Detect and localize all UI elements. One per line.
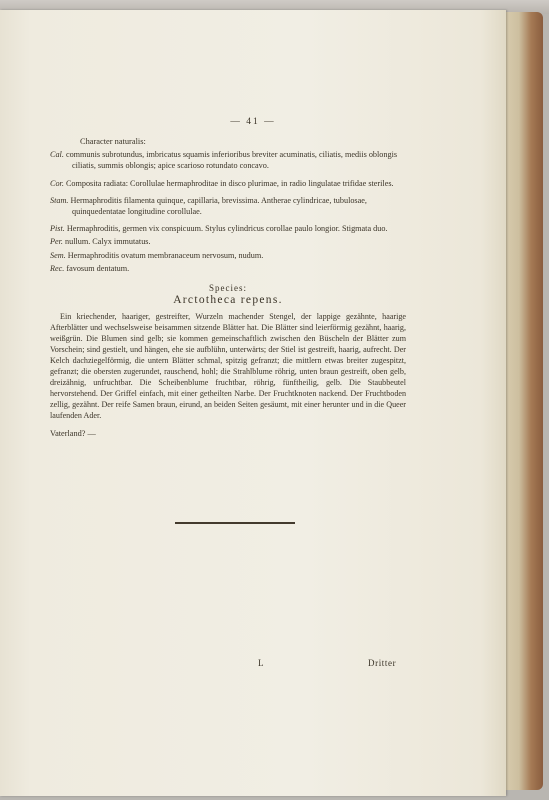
page-content <box>50 110 406 439</box>
character-calyx <box>50 149 406 171</box>
entry-label: Cor. <box>50 178 64 188</box>
character-pericarpium <box>50 236 406 247</box>
character-header: Character naturalis: <box>80 137 146 146</box>
entry-text: favosum dentatum. <box>66 263 130 273</box>
entry-text: nullum. Calyx immutatus. <box>65 237 151 247</box>
entry-label: Sem. <box>50 250 66 260</box>
entry-text: Composita radiata: Corollulae hermaphroditae in disco plurimae, in radio lingulatae trifidae steriles. <box>65 178 394 188</box>
section-rule <box>175 522 295 524</box>
character-receptaculum <box>50 263 406 274</box>
character-corolla <box>50 178 406 189</box>
entry-label: Pist. <box>50 224 65 234</box>
signature-mark: L <box>258 658 264 668</box>
character-semen <box>50 250 406 261</box>
entry-text: communis subrotundus, imbricatus squamis inferioribus breviter acuminatis, ciliatis, mediis oblongis ciliatis, summis oblongis; apice scarioso rotundato concavo. <box>65 150 398 171</box>
character-pistillum <box>50 223 406 234</box>
vaterland-line: Vaterland? — <box>50 428 96 438</box>
entry-label: Rec. <box>50 263 65 273</box>
species-name: Arctotheca repens. <box>173 294 283 307</box>
entry-label: Stam. <box>50 195 69 205</box>
entry-text: Hermaphroditis ovatum membranaceum nervosum, nudum. <box>67 250 264 260</box>
species-description: Ein kriechender, haariger, gestreifter, Wurzeln machender Stengel, der lappige gezähnte, haarige Afterblätter und wechselsweise beisammen sitzende Blätter hat. Die Blätter sind leierförmig gezähnt, haarig, weißgrün. Die Blumen sind gelb; sie kommen gemeinschaftlich zwischen den Büscheln der Blätter zum Vorschein; sind gestielt, und hängen, ehe sie aufblühn, unterwärts; der Stiel ist gestreift, haarig, aufrecht. Der Kelch dachziegelförmig, die untern Blätter schmal, spitzig gefranzt; die mittlern etwas breiter zugespitzt, gefranzt; die obersten zugerundet, rauschend, hohl; die Strahlblume röhrig, unten braun gestreift, oben gelb, dreizähnig, unfruchtbar. Die Scheibenblume fruchtbar, röhrig, fünftheilig, gelb. Die Staubbeutel hervorstehend. Der Griffel einfach, mit einer getheilten Narbe. Der Fruchtknoten nackend. Der Fruchtboden zellig, gezähnt. Der reife Samen braun, eirund, an beiden Seiten gesäumt, mit einer herunter und in die Queer laufenden Ader. <box>50 312 406 420</box>
page-number: — 41 — <box>230 117 276 127</box>
entry-label: Cal. <box>50 150 64 160</box>
character-stamina <box>50 195 406 217</box>
entry-text: Hermaphroditis, germen vix conspicuum. Stylus cylindricus corollae paulo longior. Stigmata duo. <box>66 224 388 234</box>
entry-label: Per. <box>50 237 63 247</box>
book-edge <box>503 12 543 790</box>
entry-text: Hermaphroditis filamenta quinque, capillaria, brevissima. Antherae cylindricae, tubulosae, quinquedentatae longitudine corollulae. <box>70 195 367 217</box>
book-page <box>0 10 506 796</box>
species-label: Species: <box>209 283 247 294</box>
catchword: Dritter <box>368 658 397 668</box>
